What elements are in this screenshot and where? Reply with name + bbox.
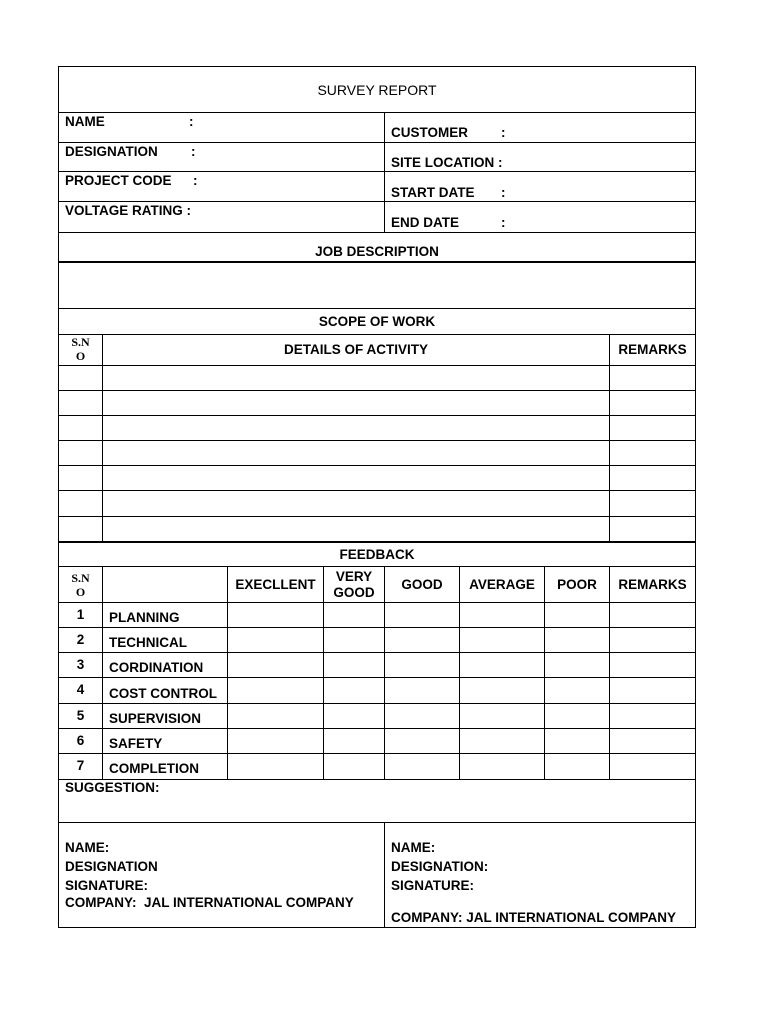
project-code-field-label: PROJECT CODE bbox=[65, 173, 172, 188]
suggestion-box[interactable] bbox=[59, 797, 695, 822]
job-description-box[interactable] bbox=[59, 263, 695, 308]
feedback-row-label: COMPLETION bbox=[109, 761, 199, 776]
name-field-label: NAME bbox=[65, 114, 105, 129]
table-row bbox=[59, 602, 695, 603]
feedback-sno-header-line1: S.N bbox=[71, 571, 90, 585]
table-row bbox=[59, 415, 695, 416]
scope-sno-header-line2: O bbox=[75, 349, 86, 363]
feedback-row-number: 4 bbox=[76, 682, 85, 697]
feedback-row-label: SUPERVISION bbox=[109, 711, 202, 726]
signoff-right-name: NAME: bbox=[391, 840, 436, 855]
scope-remarks-header: REMARKS bbox=[618, 342, 687, 357]
project-code-field-colon: : bbox=[193, 173, 198, 188]
feedback-row-label: TECHNICAL bbox=[109, 635, 187, 650]
feedback-row-number: 6 bbox=[76, 733, 85, 748]
rating-header-average: AVERAGE bbox=[469, 577, 535, 592]
designation-field-label: DESIGNATION bbox=[65, 144, 158, 159]
divider bbox=[59, 334, 695, 335]
signoff-left-signature: SIGNATURE: bbox=[65, 878, 148, 893]
divider bbox=[102, 566, 103, 779]
divider bbox=[59, 171, 695, 172]
feedback-row-label: PLANNING bbox=[109, 610, 180, 625]
rating-header-very-good-line1: VERY bbox=[335, 569, 373, 584]
rating-header-excellent: EXECLLENT bbox=[235, 577, 316, 592]
rating-header-good: GOOD bbox=[401, 577, 443, 592]
divider bbox=[59, 232, 695, 233]
designation-field-colon: : bbox=[191, 144, 196, 159]
signoff-left-designation: DESIGNATION bbox=[65, 859, 158, 874]
divider bbox=[59, 541, 695, 543]
table-row bbox=[59, 365, 695, 366]
divider bbox=[59, 201, 695, 202]
divider bbox=[459, 566, 460, 779]
site-location-field-label: SITE LOCATION : bbox=[391, 155, 503, 170]
signoff-right-company: COMPANY: JAL INTERNATIONAL COMPANY bbox=[391, 910, 677, 925]
table-row bbox=[59, 390, 695, 391]
feedback-row-number: 7 bbox=[76, 758, 85, 773]
feedback-row-number: 5 bbox=[76, 708, 85, 723]
table-row bbox=[59, 490, 695, 491]
table-row bbox=[59, 728, 695, 729]
feedback-row-label: CORDINATION bbox=[109, 660, 204, 675]
rating-header-remarks: REMARKS bbox=[618, 577, 687, 592]
divider bbox=[609, 566, 610, 779]
divider bbox=[384, 566, 385, 779]
scope-sno-header-line1: S.N bbox=[71, 335, 90, 349]
signoff-right-signature: SIGNATURE: bbox=[391, 878, 474, 893]
feedback-heading: FEEDBACK bbox=[339, 547, 415, 562]
end-date-field-colon: : bbox=[501, 215, 506, 230]
job-description-heading: JOB DESCRIPTION bbox=[315, 244, 439, 259]
divider bbox=[59, 308, 695, 309]
start-date-field-label: START DATE bbox=[391, 185, 475, 200]
signoff-left-company: COMPANY: JAL INTERNATIONAL COMPANY bbox=[65, 895, 354, 910]
table-row bbox=[59, 753, 695, 754]
table-row bbox=[59, 465, 695, 466]
divider bbox=[59, 112, 695, 113]
divider bbox=[384, 822, 385, 927]
end-date-field-label: END DATE bbox=[391, 215, 460, 230]
signoff-right-designation: DESIGNATION: bbox=[391, 859, 489, 874]
feedback-row-label: COST CONTROL bbox=[109, 686, 217, 701]
rating-header-poor: POOR bbox=[557, 577, 597, 592]
voltage-rating-field-label: VOLTAGE RATING : bbox=[65, 203, 191, 218]
customer-field-label: CUSTOMER bbox=[391, 125, 469, 140]
divider bbox=[384, 112, 385, 232]
name-field-colon: : bbox=[189, 114, 194, 129]
divider bbox=[59, 566, 695, 567]
divider bbox=[227, 566, 228, 779]
table-row bbox=[59, 440, 695, 441]
rating-header-very-good-line2: GOOD bbox=[333, 585, 375, 600]
divider bbox=[544, 566, 545, 779]
feedback-row-label: SAFETY bbox=[109, 736, 163, 751]
feedback-sno-header-line2: O bbox=[75, 585, 86, 599]
feedback-row-number: 1 bbox=[76, 607, 85, 622]
table-row bbox=[59, 516, 695, 517]
feedback-row-number: 3 bbox=[76, 657, 85, 672]
table-row bbox=[59, 677, 695, 678]
divider bbox=[59, 822, 695, 823]
feedback-row-number: 2 bbox=[76, 632, 85, 647]
suggestion-label: SUGGESTION: bbox=[65, 780, 160, 795]
details-of-activity-header: DETAILS OF ACTIVITY bbox=[284, 342, 428, 357]
scope-of-work-heading: SCOPE OF WORK bbox=[318, 314, 436, 329]
table-row bbox=[59, 652, 695, 653]
survey-report-form bbox=[58, 66, 696, 928]
signoff-left-name: NAME: bbox=[65, 840, 110, 855]
page-title: SURVEY REPORT bbox=[317, 82, 437, 98]
table-row bbox=[59, 627, 695, 628]
customer-field-colon: : bbox=[501, 125, 506, 140]
start-date-field-colon: : bbox=[501, 185, 506, 200]
divider bbox=[59, 142, 695, 143]
table-row bbox=[59, 703, 695, 704]
